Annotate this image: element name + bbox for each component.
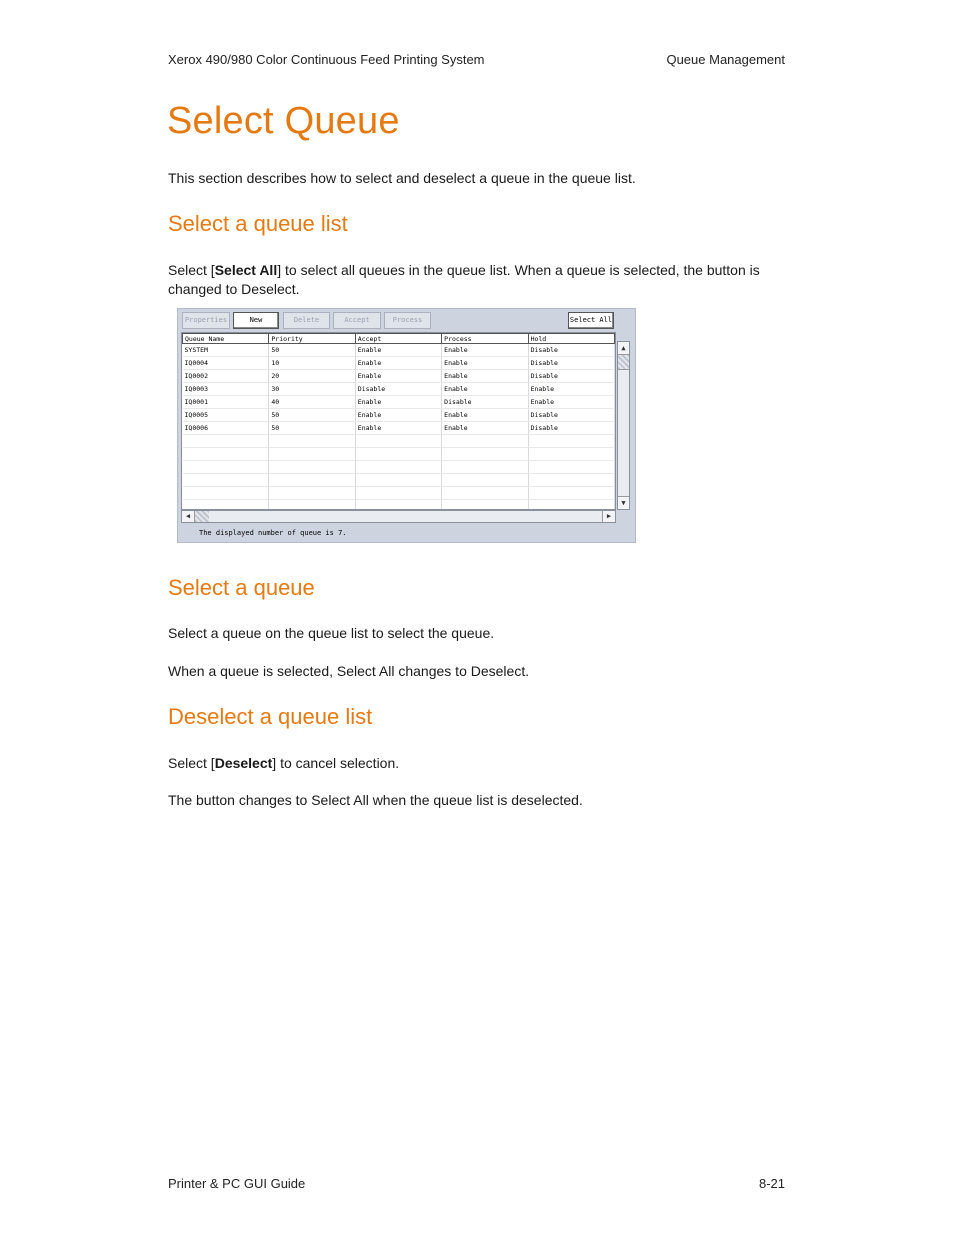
table-cell: Enable	[442, 370, 528, 383]
table-cell	[183, 487, 269, 500]
table-cell: IQ0002	[183, 370, 269, 383]
vertical-scrollbar[interactable]	[617, 341, 630, 510]
table-cell	[528, 435, 614, 448]
queue-count-status: The displayed number of queue is 7.	[199, 529, 347, 537]
table-cell: Enable	[442, 409, 528, 422]
column-header-process[interactable]: Process	[442, 334, 528, 344]
table-cell: IQ0004	[183, 357, 269, 370]
table-cell	[528, 461, 614, 474]
scroll-up-icon[interactable]: ▲	[618, 342, 629, 355]
heading-select-queue-list: Select a queue list	[168, 211, 348, 236]
text-fragment: Select [	[168, 262, 215, 278]
table-cell	[442, 487, 528, 500]
table-cell: Enable	[355, 357, 441, 370]
horizontal-scrollbar[interactable]	[181, 510, 616, 523]
table-cell: Enable	[528, 383, 614, 396]
table-cell: IQ0006	[183, 422, 269, 435]
table-cell	[528, 474, 614, 487]
page-number: 8-21	[758, 1176, 785, 1191]
table-cell: Disable	[355, 383, 441, 396]
table-cell	[442, 461, 528, 474]
table-cell	[183, 474, 269, 487]
intro-paragraph: This section describes how to select and deselect a queue in the queue list.	[168, 170, 636, 186]
table-row[interactable]	[183, 474, 615, 487]
scroll-right-icon[interactable]: ▶	[602, 511, 615, 522]
table-cell	[528, 500, 614, 511]
table-cell	[442, 500, 528, 511]
table-cell: 20	[269, 370, 355, 383]
table-row[interactable]	[183, 344, 615, 357]
text-fragment: Select [	[168, 755, 215, 771]
select-all-button[interactable]: Select All	[568, 312, 614, 329]
vertical-scroll-thumb[interactable]	[618, 355, 629, 370]
table-cell: Enable	[442, 344, 528, 357]
table-cell	[183, 448, 269, 461]
column-header-accept[interactable]: Accept	[355, 334, 441, 344]
table-cell	[269, 487, 355, 500]
table-cell: Disable	[528, 344, 614, 357]
table-header-row	[183, 334, 615, 344]
horizontal-scroll-thumb[interactable]	[195, 511, 209, 522]
table-cell	[183, 500, 269, 511]
table-cell	[269, 448, 355, 461]
column-header-hold[interactable]: Hold	[528, 334, 614, 344]
table-cell: Enable	[355, 396, 441, 409]
table-row[interactable]	[183, 500, 615, 511]
table-row[interactable]	[183, 461, 615, 474]
running-header-title: Xerox 490/980 Color Continuous Feed Printing System	[168, 52, 485, 67]
table-cell	[355, 487, 441, 500]
table-cell: Enable	[355, 370, 441, 383]
table-row[interactable]	[183, 357, 615, 370]
table-row[interactable]	[183, 383, 615, 396]
table-cell: 40	[269, 396, 355, 409]
table-cell	[355, 500, 441, 511]
table-cell: 50	[269, 344, 355, 357]
bold-term: Deselect	[214, 755, 273, 771]
table-cell	[442, 435, 528, 448]
queue-list-screenshot	[177, 308, 636, 543]
footer-guide-title: Printer & PC GUI Guide	[168, 1176, 306, 1191]
table-cell: Enable	[442, 383, 528, 396]
delete-button[interactable]: Delete	[283, 312, 330, 329]
deselect-paragraph-2: The button changes to Select All when the queue list is deselected.	[168, 792, 583, 808]
table-row[interactable]	[183, 448, 615, 461]
table-cell: 30	[269, 383, 355, 396]
queue-table	[181, 332, 616, 510]
text-fragment: ] to select all queues in the queue list. When a queue is selected, the button is changed to Deselect.	[168, 262, 760, 297]
table-cell	[269, 435, 355, 448]
table-row[interactable]	[183, 487, 615, 500]
select-list-paragraph	[168, 261, 786, 299]
table-cell: 50	[269, 422, 355, 435]
accept-button[interactable]: Accept	[333, 312, 381, 329]
table-cell: Disable	[528, 422, 614, 435]
select-queue-paragraph-2: When a queue is selected, Select All changes to Deselect.	[168, 663, 530, 679]
table-cell: IQ0005	[183, 409, 269, 422]
scroll-left-icon[interactable]: ◀	[182, 511, 195, 522]
table-cell	[269, 461, 355, 474]
new-button[interactable]: New	[233, 312, 279, 329]
table-row[interactable]	[183, 370, 615, 383]
table-cell	[528, 448, 614, 461]
heading-deselect-queue-list: Deselect a queue list	[168, 704, 373, 729]
deselect-paragraph-1	[168, 754, 786, 773]
table-cell	[355, 461, 441, 474]
page-title: Select Queue	[167, 100, 400, 142]
table-cell	[528, 487, 614, 500]
table-cell: Disable	[528, 409, 614, 422]
table-cell	[183, 461, 269, 474]
table-cell: Enable	[355, 409, 441, 422]
table-cell: IQ0001	[183, 396, 269, 409]
table-cell	[183, 435, 269, 448]
table-cell	[442, 474, 528, 487]
table-cell: Enable	[355, 344, 441, 357]
table-cell: SYSTEM	[183, 344, 269, 357]
table-cell	[355, 474, 441, 487]
table-cell: Enable	[442, 357, 528, 370]
text-fragment: ] to cancel selection.	[272, 755, 400, 771]
table-cell	[355, 448, 441, 461]
table-row[interactable]	[183, 422, 615, 435]
table-cell	[355, 435, 441, 448]
table-cell: Disable	[528, 357, 614, 370]
table-cell	[269, 474, 355, 487]
column-header-queue-name[interactable]: Queue Name	[183, 334, 269, 344]
heading-select-queue: Select a queue	[168, 575, 315, 600]
table-row[interactable]	[183, 396, 615, 409]
table-cell: Disable	[442, 396, 528, 409]
properties-button[interactable]: Properties	[182, 312, 230, 329]
process-button[interactable]: Process	[384, 312, 431, 329]
column-header-priority[interactable]: Priority	[269, 334, 355, 344]
table-row[interactable]	[183, 409, 615, 422]
table-cell: Enable	[355, 422, 441, 435]
bold-term: Select All	[214, 262, 278, 278]
table-cell: Enable	[528, 396, 614, 409]
table-cell	[442, 448, 528, 461]
scroll-down-icon[interactable]: ▼	[618, 496, 629, 509]
table-cell: 10	[269, 357, 355, 370]
select-queue-paragraph-1: Select a queue on the queue list to select the queue.	[168, 625, 495, 641]
table-row[interactable]	[183, 435, 615, 448]
table-cell: Disable	[528, 370, 614, 383]
table-cell: 50	[269, 409, 355, 422]
table-cell	[269, 500, 355, 511]
running-header-chapter: Queue Management	[666, 52, 785, 67]
table-cell: Enable	[442, 422, 528, 435]
table-cell: IQ0003	[183, 383, 269, 396]
